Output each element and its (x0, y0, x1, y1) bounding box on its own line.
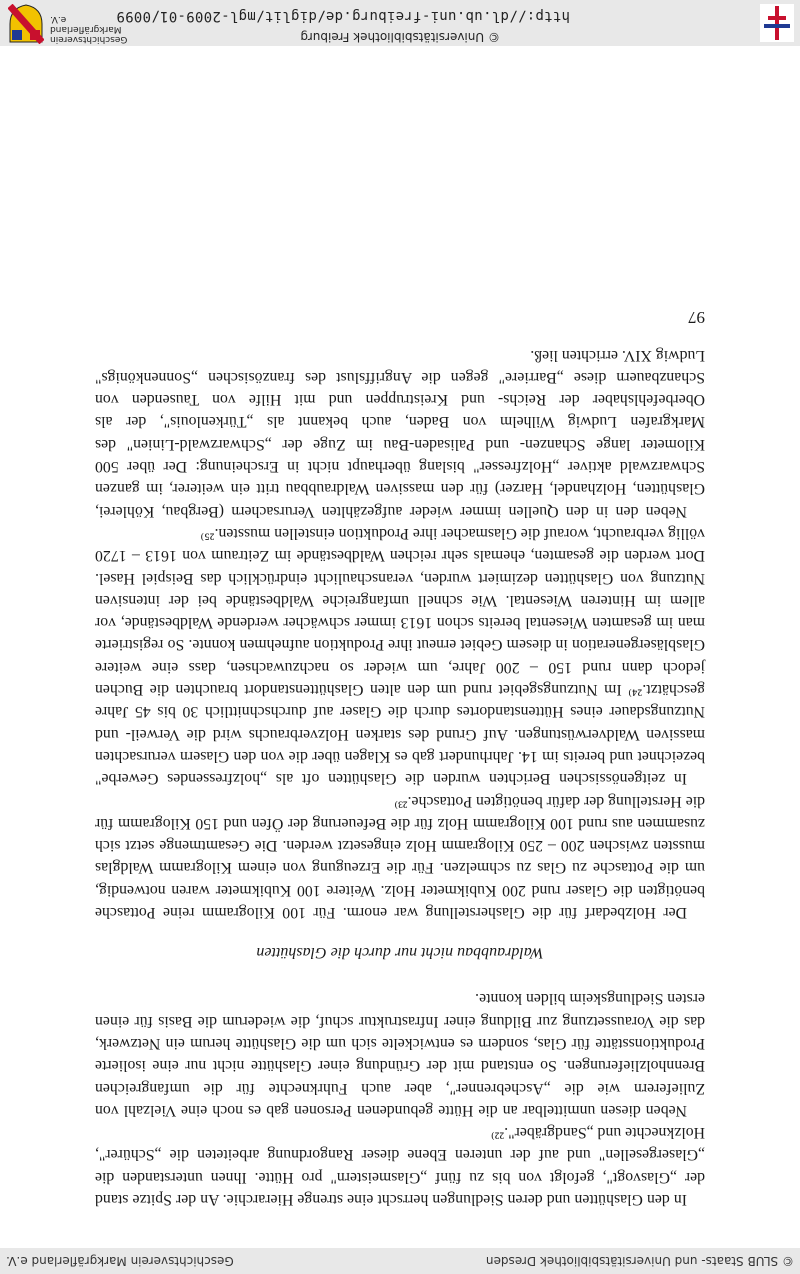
digitizer-text: Geschichtsverein Markgräflerland e.V. (6, 1254, 234, 1268)
paragraph-wood-demand: Der Holzbedarf für die Glasherstellung war enorm. Für 100 Kilogramm reine Pottasche benötigten die Glaser rund 200 Kubikmeter Holz. Weitere 100 Kubikmeter waren notwendig, um die Pottasche zu Glas zu schmelzen. Für die Erzeugung von einem Kilogramm Waldglas mussten zwischen 200 – 250 Kilogramm Holz eingesetzt werden. Die Gesamtmenge setzt sich zusammen aus rund 100 Kilogramm Holz für die Befeuerung der Öfen und 150 Kilogramm für die Herstellung der dafür benötigten Pottasche.²³⁾ (95, 792, 705, 922)
paragraph-suppliers: Neben diesen unmittelbar an die Hütte gebundenen Personen gab es noch eine Vielzahl von Zulieferern wie die „Aschebrenner", aber auch Fuhrknechte für die umfangreichen Brennholzlieferungen. So entstand mit der Gründung einer Glashütte nicht nur eine isolierte Produktionsstätte für Glas, sondern es entwickelte sich um die Glashütte herum ein Netzwerk, das die Voraussetzung zur Bildung einer Infrastruktur schuf, die wiederum die Basis für einen ersten Siedlungskeim bilden konnte. (95, 990, 705, 1119)
society-logo[interactable] (8, 4, 140, 44)
page-body (95, 343, 705, 1210)
paragraph-hierarchy: In den Glashütten und deren Siedlungen herrscht eine strenge Hierarchie. An der Spitze stand der „Glasvogt", gefolgt von bis zu fünf „Glasmeistern" pro Hütte. Ihnen unterstanden die „Glasergesellen" und auf der unteren Ebene dieser Rangordnung arbeiteten die „Schürer", Holzknechte und „Sandgräber".²²⁾ (95, 1124, 705, 1208)
page-number: 97 (688, 308, 705, 328)
society-name: Geschichtsverein Markgräflerland e.V. (50, 14, 128, 44)
holder-text: © Universitätsbibliothek Freiburg (300, 30, 500, 44)
library-bar (0, 1248, 800, 1274)
university-logo[interactable] (760, 4, 794, 42)
provenance-bar (0, 0, 800, 46)
paragraph-deforestation: In zeitgenössischen Berichten wurden die Glashütten oft als „holzfressendes Gewerbe" bezeichnet und bereits im 14. Jahrhundert gab es Klagen über die von den Glasern verursachten massiven Waldverwüstungen. Auf Grund des starken Holzverbrauchs wird die Verweil- und Nutzungsdauer eines Hüttenstandortes durch die Glaser auf durchschnittlich 30 bis 45 Jahre geschätzt.²⁴⁾ Im Nutzungsgebiet rund um den alten Glashüttenstandort brauchten die Buchen jedoch dann rund 150 – 200 Jahre, um wieder so nachzuwachsen, dass eine weitere Glasbläsergeneration in diesem Gebiet erneut ihre Produktion aufnehmen konnte. So registrierte man im gesamten Wiesental bereits schon 1613 immer schwächer werdende Waldbestände, vor allem im Hinteren Wiesental. Wie schnell umfangreiche Waldbestände bei der intensiven Nutzung von Glashütten dezimiert wurden, veranschaulicht eindrücklich das Beispiel Hasel. Dort werden die gesamten, ehemals sehr reichen Waldbestände im Zeitraum von 1613 – 1720 völlig verbraucht, worauf die Glasmacher ihre Produktion einstellen mussten.²⁵⁾ (95, 524, 705, 788)
paragraph-schwarzwald-linien: Neben den in den Quellen immer wieder aufgezählten Verursachern (Bergbau, Köhlerei, Glashütten, Holzhandel, Harzer) für den massiven Waldraubbau tritt ein weiterer, im ganzen Schwarzwald aktiver „Holzfresser" bislang überhaupt nicht in Erscheinung: Der über 500 Kilometer lange Schanzen- und Palisaden-Bau im Zuge der „Schwarzwald-Linien" des Markgrafen Ludwig Wilhelm von Baden, auch bekannt als „Türkenlouis", der als Oberbefehlshaber der Reichs- und Kreistruppen und mit Hilfe von Tausenden von Schanzbauern diese „Barriere" gegen die Angriffslust des französischen „Sonnenkönigs" Ludwig XIV. errichten ließ. (95, 346, 705, 520)
library-text: © SLUB Staats- und Universitätsbibliothek Dresden (485, 1254, 794, 1268)
ub-freiburg-logo-icon (760, 4, 794, 42)
section-heading: Waldraubbau nicht nur durch die Glashütten (256, 944, 544, 962)
permalink[interactable]: http://dl.ub.uni-freiburg.de/diglit/mgl-2009-01/0099 (116, 8, 570, 24)
coat-of-arms-icon (8, 4, 44, 44)
